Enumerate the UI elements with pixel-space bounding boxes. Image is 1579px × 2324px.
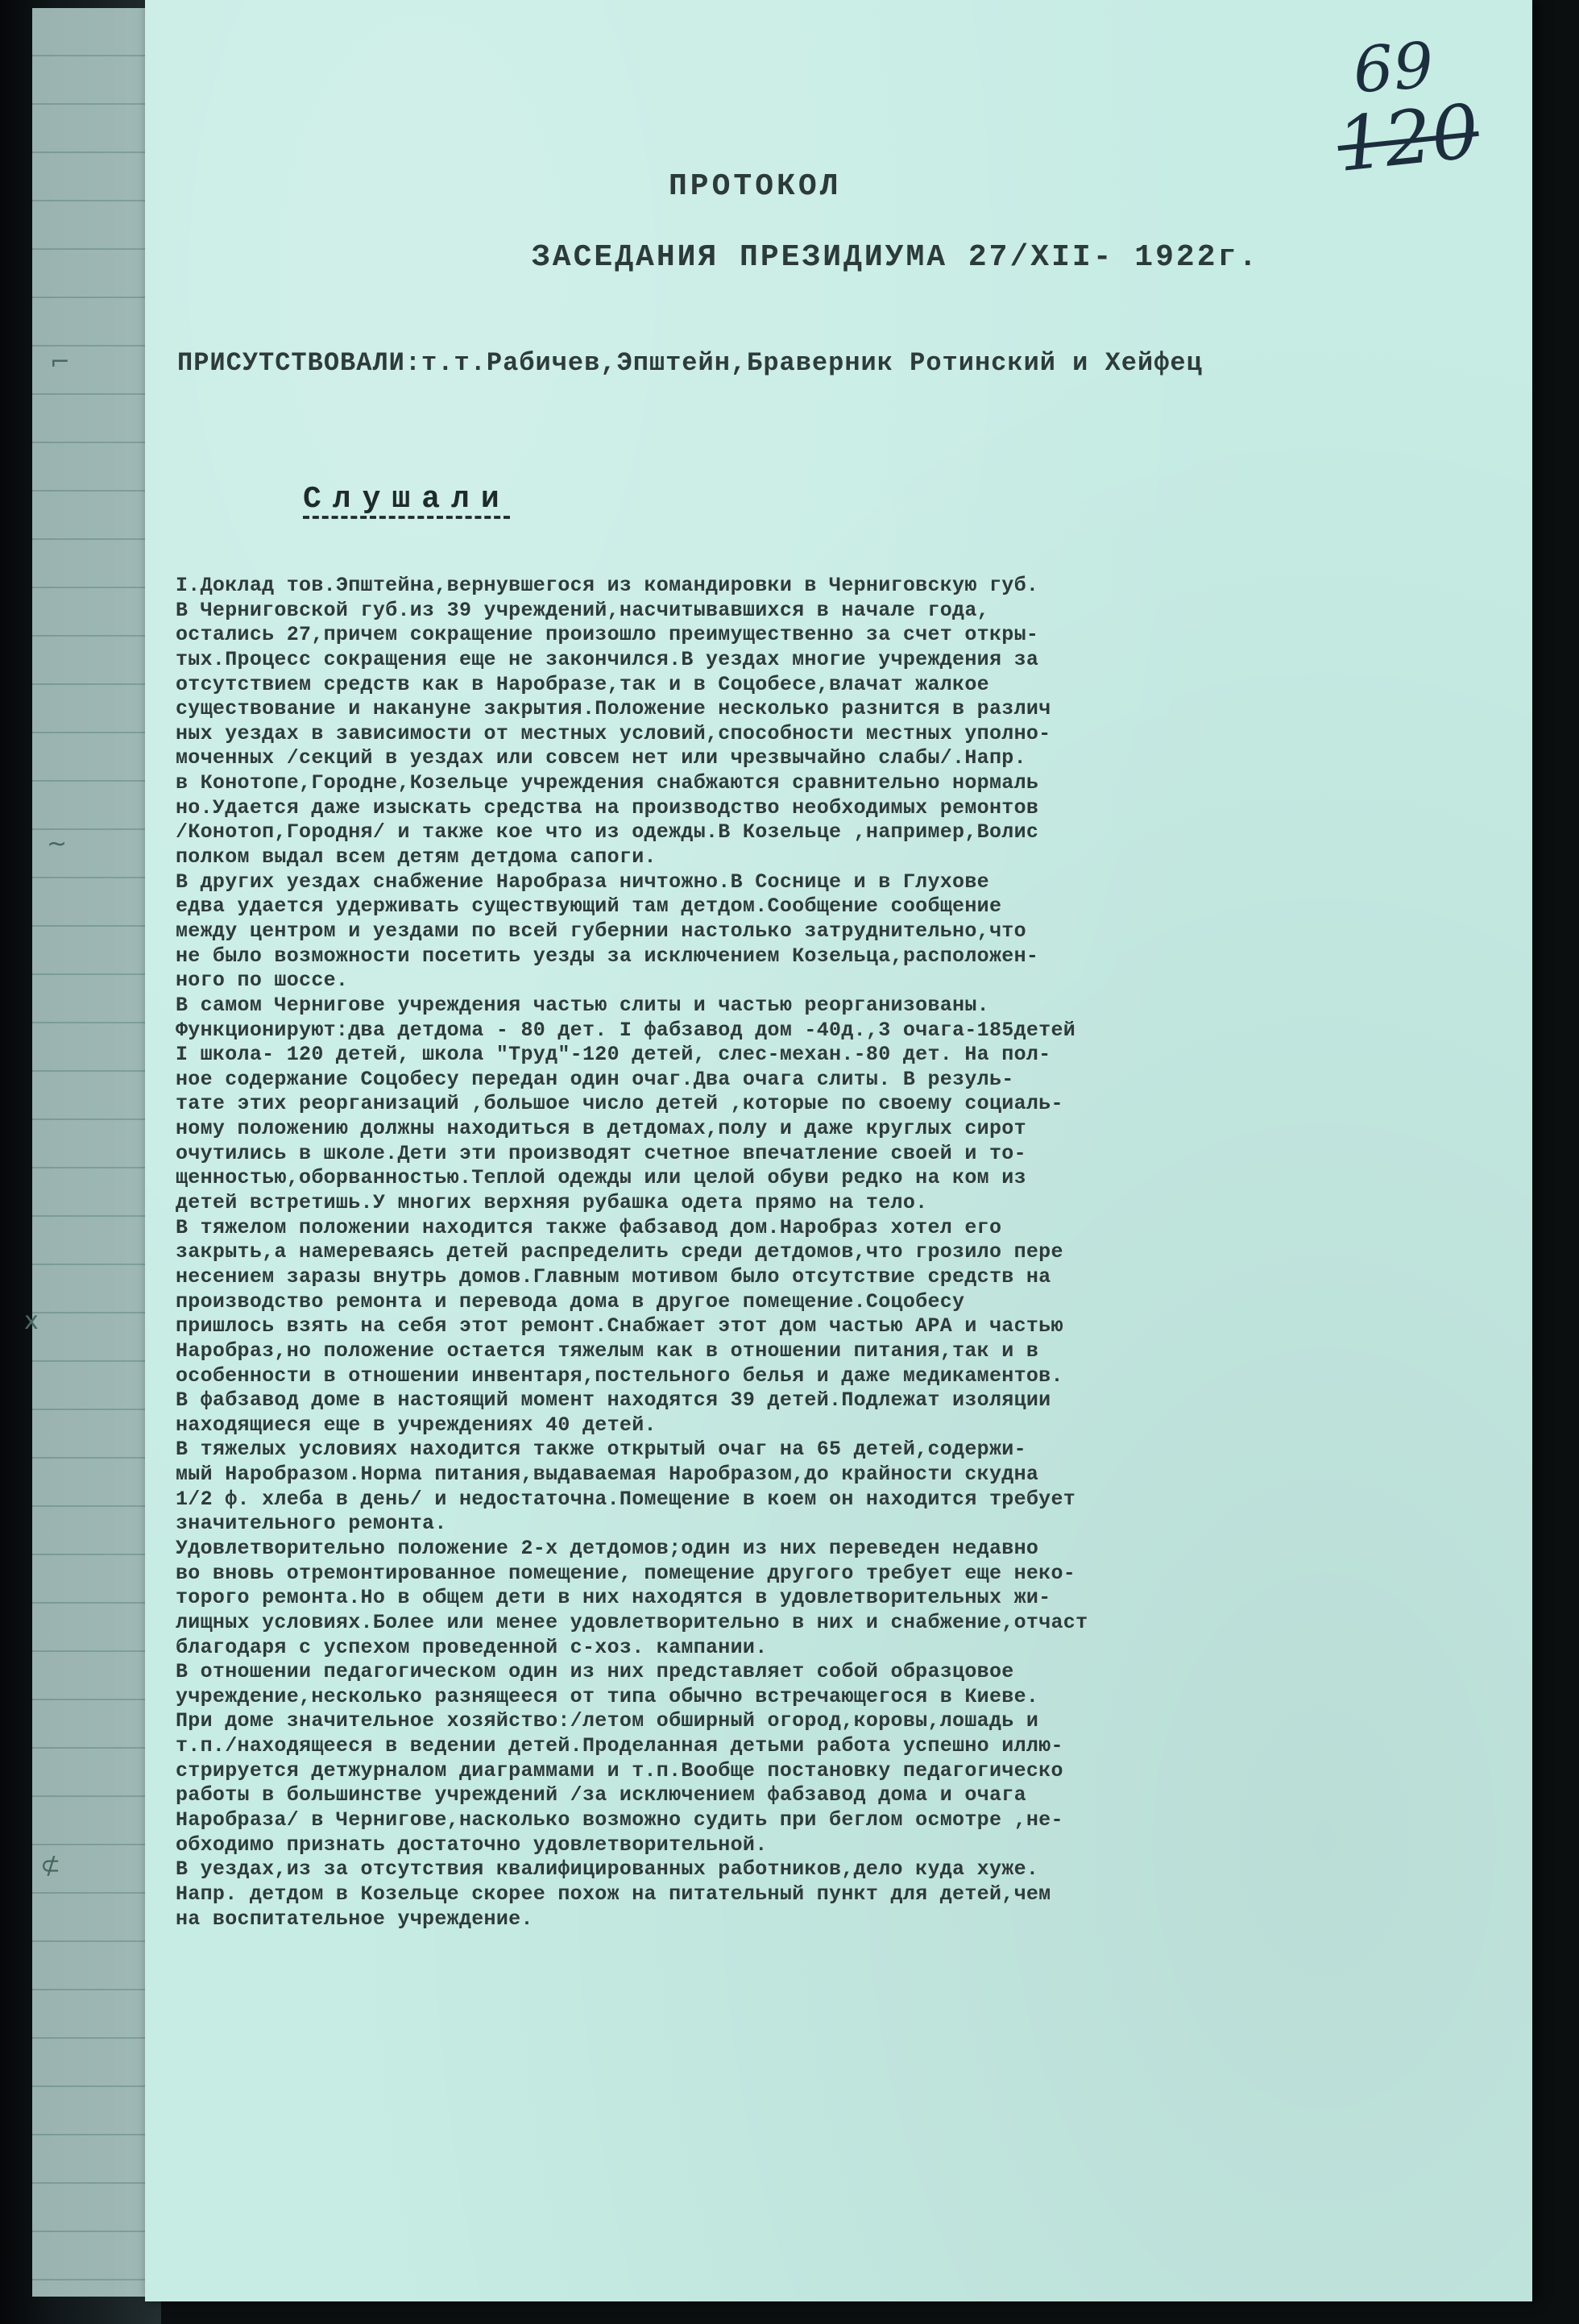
body-line: В фабзавод доме в настоящий момент находятся 39 детей.Подлежат изоляции — [176, 1388, 1051, 1413]
body-line: I.Доклад тов.Эпштейна,вернувшегося из командировки в Черниговскую губ. — [176, 574, 1039, 597]
body-line: I школа- 120 детей, школа "Труд"-120 детей, слес-механ.-80 дет. На пол- — [176, 1043, 1051, 1067]
body-line: тых.Процесс сокращения еще не закончился.В уездах многие учреждения за — [176, 647, 1039, 671]
body-line: ных уездах в зависимости от местных условий,способности местных уполно- — [176, 721, 1051, 745]
body-line: не было возможности посетить уезды за исключением Козельца,расположен- — [176, 944, 1039, 968]
body-line: но.Удается даже изыскать средства на производство необходимых ремонтов — [176, 795, 1039, 820]
body-line: работы в большинстве учреждений /за исключением фабзавод дома и очага — [176, 1783, 1026, 1807]
body-line: мый Наробразом.Норма питания,выдаваемая Наробразом,до крайности скудна — [176, 1463, 1039, 1487]
margin-mark: x — [24, 1307, 39, 1335]
body-line: находящиеся еще в учреждениях 40 детей. — [176, 1413, 657, 1437]
body-line: торого ремонта.Но в общем дети в них находятся в удовлетворительных жи- — [176, 1586, 1051, 1610]
body-line: В уездах,из за отсутствия квалифицированных работников,дело куда хуже. — [176, 1857, 1039, 1882]
body-line: щенностью,оборванностью.Теплой одежды или целой обуви редко на ком из — [176, 1166, 1026, 1190]
margin-mark: ⊄ — [40, 1852, 61, 1880]
body-line: Удовлетворительно положение 2-х детдомов;один из них переведен недавно — [176, 1536, 1039, 1560]
body-line: В отношении педагогическом один из них представляет собой образцовое — [176, 1660, 1014, 1684]
body-line: обходимо признать достаточно удовлетворительной. — [176, 1832, 768, 1857]
body-line: стрируется детжурналом диаграммами и т.п.Вообще постановку педагогическо — [176, 1758, 1063, 1782]
body-line: остались 27,причем сокращение произошло преимущественно за счет откры- — [176, 623, 1039, 647]
body-line: полком выдал всем детям детдома сапоги. — [176, 845, 657, 869]
body-line: В тяжелом положении находится также фабзавод дом.Наробраз хотел его — [176, 1215, 1002, 1239]
body-line: на воспитательное учреждение. — [176, 1907, 533, 1931]
body-line: закрыть,а намереваясь детей распределить среди детдомов,что грозило пере — [176, 1240, 1063, 1264]
body-line: В тяжелых условиях находится также открытый очаг на 65 детей,содержи- — [176, 1438, 1026, 1462]
body-line: несением заразы внутрь домов.Главным мотивом было отсутствие средств на — [176, 1264, 1051, 1289]
body-line: пришлось взять на себя этот ремонт.Снабжает этот дом частью АРА и частью — [176, 1314, 1063, 1338]
body-line: ному положению должны находиться в детдомах,полу и даже круглых сирот — [176, 1117, 1026, 1141]
body-line: благодаря с успехом проведенной с-хоз. кампании. — [176, 1635, 768, 1659]
body-line: отсутствием средств как в Наробразе,так и в Соцобесе,влачат жалкое — [176, 672, 989, 696]
body-line: т.п./находящееся в ведении детей.Проделанная детьми работа успешно иллю- — [176, 1734, 1063, 1758]
body-line: ное содержание Соцобесу передан один очаг.Два очага слиты. В резуль- — [176, 1067, 1014, 1091]
folio-number-bottom: 120 — [1332, 88, 1483, 189]
body-line: производство ремонта и перевода дома в другое помещение.Соцобесу — [176, 1289, 965, 1313]
body-line: едва удается удерживать существующий там детдом.Сообщение сообщение — [176, 894, 1002, 919]
body-line: 1/2 ф. хлеба в день/ и недостаточна.Помещение в коем он находится требует — [176, 1487, 1076, 1511]
margin-mark: ⌐ — [50, 348, 71, 376]
body-line: Наробраз,но положение остается тяжелым как в отношении питания,так и в — [176, 1338, 1039, 1363]
body-line: ного по шоссе. — [176, 969, 349, 993]
minutes-body — [176, 574, 1561, 1932]
body-line: во вновь отремонтированное помещение, помещение другого требует еще неко- — [176, 1561, 1076, 1585]
body-line: детей встретишь.У многих верхняя рубашка одета прямо на тело. — [176, 1191, 928, 1215]
body-line: Наробраза/ в Чернигове,насколько возможно судить при беглом осмотре ,не- — [176, 1808, 1063, 1832]
body-line: значительного ремонта. — [176, 1512, 447, 1536]
body-line: учреждение,несколько разнящееся от типа обычно встречающегося в Киеве. — [176, 1684, 1039, 1708]
body-line: Напр. детдом в Козельце скорее похож на питательный пункт для детей,чем — [176, 1882, 1051, 1906]
margin-mark: ~ — [47, 830, 68, 858]
body-line: В других уездах снабжение Наробраза ничтожно.В Соснице и в Глухове — [176, 869, 989, 894]
body-line: моченных /секций в уездах или совсем нет или чрезвычайно слабы/.Напр. — [176, 746, 1026, 770]
body-line: лищных условиях.Более или менее удовлетворительно в них и снабжение,отчаст — [176, 1610, 1088, 1634]
body-line: В Черниговской губ.из 39 учреждений,насчитывавшихся в начале года, — [176, 598, 989, 622]
attendees-line: ПРИСУТСТВОВАЛИ:т.т.Рабичев,Эпштейн,Браверник Ротинский и Хейфец — [177, 348, 1203, 378]
body-line: между центром и уездами по всей губернии настолько затруднительно,что — [176, 919, 1026, 943]
folio-number-top: 69 — [1350, 29, 1436, 108]
body-line: тате этих реорганизаций ,большое число детей ,которые по своему социаль- — [176, 1092, 1063, 1116]
document-title: ПРОТОКОЛ — [669, 169, 842, 204]
document-subtitle: ЗАСЕДАНИЯ ПРЕЗИДИУМА 27/XII- 1922г. — [532, 240, 1260, 275]
section-heading: Слушали — [303, 482, 511, 517]
body-line: особенности в отношении инвентаря,постельного белья и даже медикаментов. — [176, 1363, 1063, 1388]
body-line: /Конотоп,Городня/ и также кое что из одежды.В Козельце ,например,Волис — [176, 820, 1039, 845]
body-line: Функционируют:два детдома - 80 дет. I фабзавод дом -40д.,3 очага-185детей — [176, 1018, 1076, 1042]
body-line: в Конотопе,Городне,Козельце учреждения снабжаются сравнительно нормаль — [176, 771, 1039, 795]
body-line: очутились в школе.Дети эти производят счетное впечатление своей и то- — [176, 1141, 1026, 1165]
body-line: существование и накануне закрытия.Положение несколько разнится в различ — [176, 697, 1051, 721]
body-line: При доме значительное хозяйство:/летом обширный огород,коровы,лошадь и — [176, 1709, 1039, 1733]
body-line: В самом Чернигове учреждения частью слиты и частью реорганизованы. — [176, 993, 989, 1017]
